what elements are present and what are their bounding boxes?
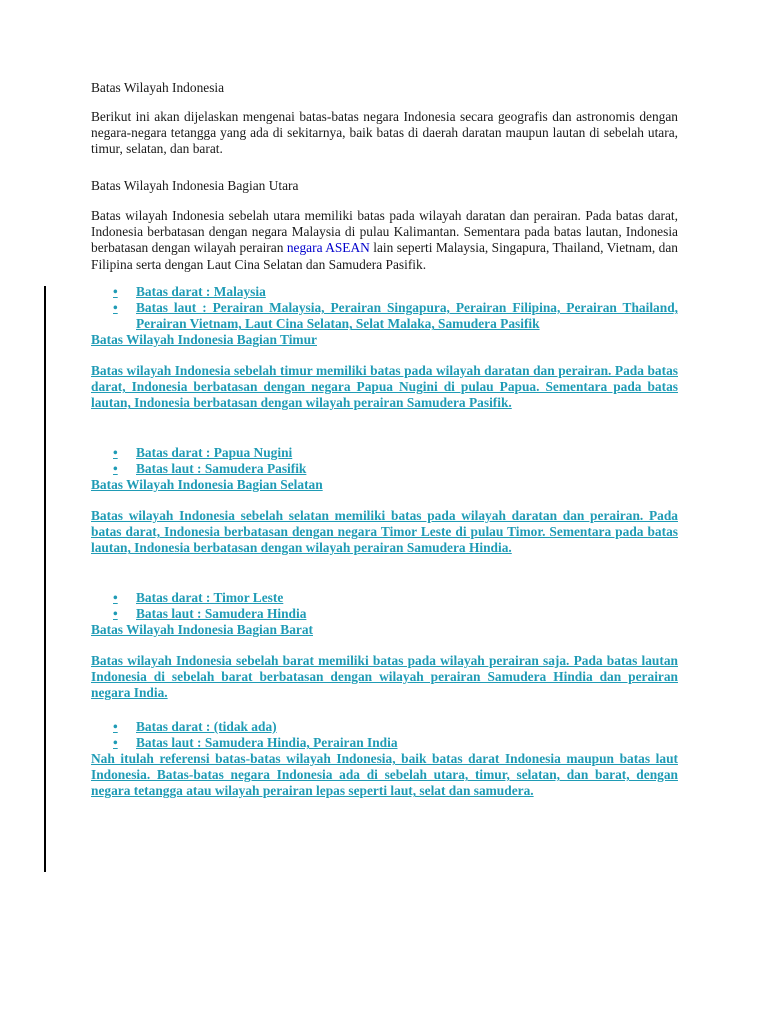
south-paragraph[interactable]: Batas wilayah Indonesia sebelah selatan memiliki batas pada wilayah daratan dan perairan. Pada batas darat, Indonesia berbatasan dengan negara Timor Leste di pulau Timor. Sementara pada batas lautan, Indonesia berbatasan dengan wilayah perairan Samudera Hindia. bbox=[91, 508, 678, 556]
west-heading[interactable]: Batas Wilayah Indonesia Bagian Barat bbox=[91, 622, 313, 637]
north-heading: Batas Wilayah Indonesia Bagian Utara bbox=[91, 178, 299, 193]
north-paragraph-text-after: lain seperti Malaysia, Singapura, Thailand, Vietnam, dan Filipina serta dengan Laut Cina Selatan dan Samudera Pasifik. bbox=[91, 240, 678, 272]
list-item bbox=[91, 735, 678, 751]
list-item bbox=[91, 284, 678, 300]
west-bullet-laut[interactable]: Batas laut : Samudera Hindia, Perairan India bbox=[136, 735, 398, 751]
list-item bbox=[91, 590, 678, 606]
bullet-marker: • bbox=[113, 719, 118, 734]
north-bullet-list bbox=[91, 284, 678, 333]
bullet-marker: • bbox=[113, 445, 118, 460]
south-bullet-darat[interactable]: Batas darat : Timor Leste bbox=[136, 590, 284, 605]
north-bullet-laut[interactable]: Batas laut : Perairan Malaysia, Perairan Singapura, Perairan Filipina, Perairan Thailand, Perairan Vietnam, Laut Cina Selatan, Selat Malaka, Samudera Pasifik bbox=[136, 300, 678, 332]
revision-bar bbox=[44, 286, 46, 872]
bullet-marker: • bbox=[113, 590, 118, 605]
west-bullet-list bbox=[91, 719, 678, 751]
list-item bbox=[91, 606, 678, 622]
list-item bbox=[91, 719, 678, 735]
south-heading[interactable]: Batas Wilayah Indonesia Bagian Selatan bbox=[91, 477, 323, 492]
east-paragraph[interactable]: Batas wilayah Indonesia sebelah timur memiliki batas pada wilayah daratan dan perairan. Pada batas darat, Indonesia berbatasan dengan negara Papua Nugini di pulau Papua. Sementara pada batas lautan, Indonesia berbatasan dengan wilayah perairan Samudera Pasifik. bbox=[91, 363, 678, 411]
east-bullet-list bbox=[91, 445, 678, 477]
east-bullet-laut[interactable]: Batas laut : Samudera Pasifik bbox=[136, 461, 307, 477]
east-heading[interactable]: Batas Wilayah Indonesia Bagian Timur bbox=[91, 332, 317, 347]
west-bullet-darat[interactable]: Batas darat : (tidak ada) bbox=[136, 719, 277, 734]
conclusion-paragraph[interactable]: Nah itulah referensi batas-batas wilayah Indonesia, baik batas darat Indonesia maupun batas laut Indonesia. Batas-batas negara Indonesia ada di sebelah utara, timur, selatan, dan barat, dengan negara tetangga atau wilayah perairan lepas seperti laut, selat dan samudera. bbox=[91, 751, 678, 799]
link-asean[interactable]: ASEAN bbox=[325, 240, 370, 256]
north-paragraph bbox=[91, 208, 678, 273]
list-item bbox=[91, 461, 678, 477]
south-bullet-laut[interactable]: Batas laut : Samudera Hindia bbox=[136, 606, 307, 622]
bullet-marker: • bbox=[113, 735, 118, 751]
list-item bbox=[91, 300, 678, 332]
north-bullet-darat[interactable]: Batas darat : Malaysia bbox=[136, 284, 266, 299]
bullet-marker: • bbox=[113, 284, 118, 299]
north-paragraph-text: Batas wilayah Indonesia sebelah utara memiliki batas pada wilayah daratan dan perairan. Pada batas darat, Indonesia berbatasan dengan negara Malaysia di pulau Kalimantan. Sementara pada batas lautan, Indonesia berbatasan dengan wilayah perairan bbox=[91, 208, 678, 256]
list-item bbox=[91, 445, 678, 461]
east-bullet-darat[interactable]: Batas darat : Papua Nugini bbox=[136, 445, 293, 460]
west-paragraph[interactable]: Batas wilayah Indonesia sebelah barat memiliki batas pada wilayah perairan saja. Pada batas lautan Indonesia di sebelah barat berbatasan dengan wilayah perairan Samudera Hindia dan perairan negara India. bbox=[91, 653, 678, 701]
bullet-marker: • bbox=[113, 461, 118, 477]
bullet-marker: • bbox=[113, 300, 118, 316]
link-negara[interactable]: negara bbox=[286, 240, 323, 256]
intro-paragraph: Berikut ini akan dijelaskan mengenai batas-batas negara Indonesia secara geografis dan astronomis dengan negara-negara tetangga yang ada di sekitarnya, baik batas di daerah daratan maupun lautan di sebelah utara, timur, selatan, dan barat. bbox=[91, 109, 678, 157]
bullet-marker: • bbox=[113, 606, 118, 622]
document-title: Batas Wilayah Indonesia bbox=[91, 80, 225, 95]
south-bullet-list bbox=[91, 590, 678, 622]
